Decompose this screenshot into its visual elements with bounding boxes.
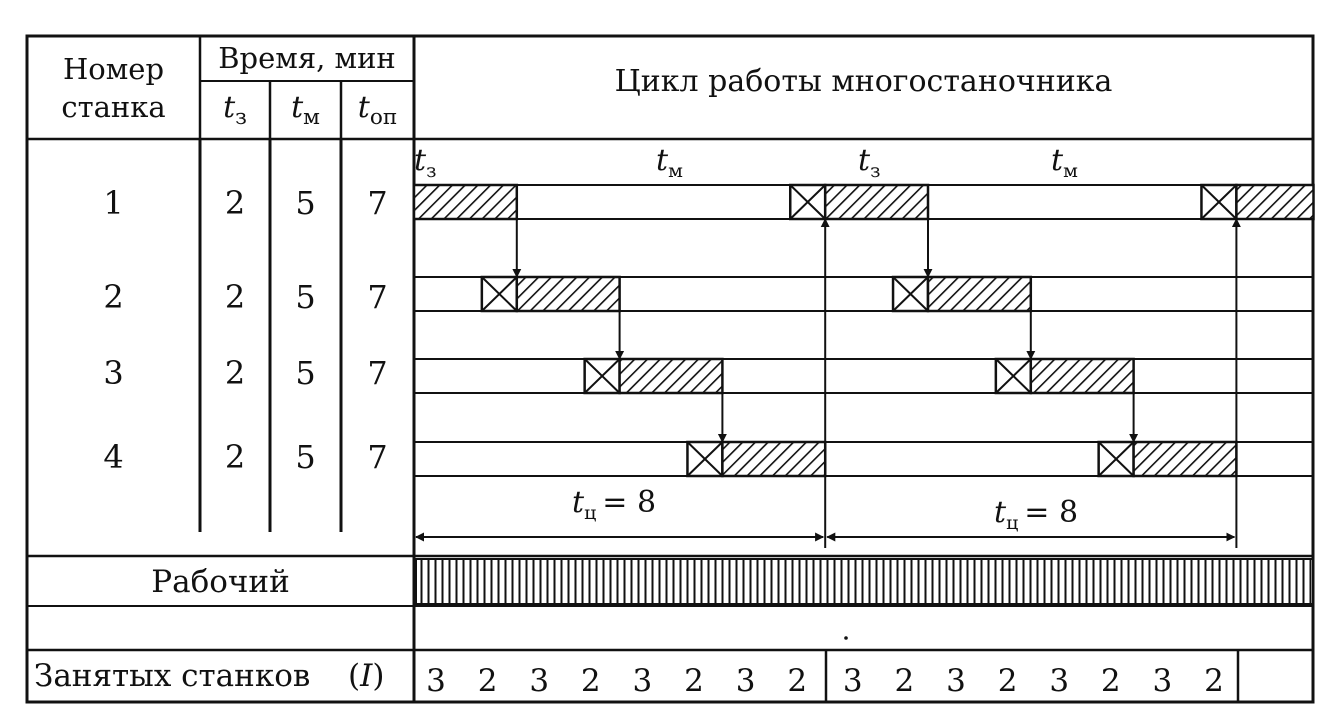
busy-count-14: 2 xyxy=(1100,663,1121,699)
machine-4-tz: 2 xyxy=(224,438,246,476)
bar-m3-load-2 xyxy=(1031,359,1134,393)
header-time: Время, мин xyxy=(218,41,396,75)
unload-m3-1 xyxy=(585,359,620,393)
header-cycle: Цикл работы многостаночника xyxy=(614,64,1113,99)
unload-m2-2 xyxy=(893,277,928,311)
busy-label xyxy=(34,655,414,697)
busy-count-6: 2 xyxy=(684,663,704,699)
bar-m2-load-2 xyxy=(928,277,1031,311)
busy-count-11: 3 xyxy=(946,663,966,699)
busy-count-12: 2 xyxy=(997,663,1018,699)
busy-count-2: 2 xyxy=(477,663,498,699)
bar-m2-load-1 xyxy=(517,277,620,311)
unload-m2-1 xyxy=(482,277,517,311)
busy-count-16: 2 xyxy=(1204,663,1224,699)
label-tm-1: $t_м$ xyxy=(656,143,683,182)
machine-2-top: 7 xyxy=(367,278,388,316)
label-tz-1: $t_з$ xyxy=(414,143,437,182)
machine-2-tz: 2 xyxy=(224,278,246,316)
header-machine-number xyxy=(27,50,200,126)
machine-1-top: 7 xyxy=(367,184,388,222)
busy-count-3: 3 xyxy=(529,663,550,699)
unload-m3-2 xyxy=(996,359,1031,393)
machine-2-number: 2 xyxy=(103,278,124,316)
label-cycle-2: $t_ц = 8$ xyxy=(994,495,1079,534)
busy-count-9: 3 xyxy=(842,663,863,699)
header-machine-number-line1: Номер xyxy=(62,52,165,86)
header-machine-number-line2: станка xyxy=(61,90,166,124)
busy-count-8: 2 xyxy=(787,663,808,699)
label-cycle-1: $t_ц = 8$ xyxy=(572,485,657,524)
header-tm: $t_м$ xyxy=(291,90,320,130)
machine-4-tm: 5 xyxy=(295,438,316,476)
dot-mark xyxy=(844,636,848,640)
busy-symbol: (I) xyxy=(348,658,385,694)
machine-3-number: 3 xyxy=(103,354,124,392)
header-tz: $t_з$ xyxy=(223,90,247,130)
machine-1-tm: 5 xyxy=(295,184,316,222)
unload-m1-1 xyxy=(790,185,825,219)
bar-m3-load-1 xyxy=(620,359,723,393)
gantt-bars xyxy=(414,185,1314,476)
machine-1-tz: 2 xyxy=(224,184,246,222)
machine-4-number: 4 xyxy=(103,438,124,476)
machine-2-tm: 5 xyxy=(295,278,316,316)
bar-m1-load-1 xyxy=(414,185,517,219)
busy-count-7: 3 xyxy=(735,663,756,699)
bar-m4-load-2 xyxy=(1134,442,1237,476)
machine-1-number: 1 xyxy=(103,184,124,222)
busy-count-5: 3 xyxy=(632,663,653,699)
header-top: $t_{оп}$ xyxy=(357,90,398,130)
machine-3-tm: 5 xyxy=(295,354,316,392)
unload-m4-1 xyxy=(687,442,722,476)
machine-3-tz: 2 xyxy=(224,354,246,392)
bar-m4-load-1 xyxy=(722,442,825,476)
machine-3-top: 7 xyxy=(367,354,388,392)
label-tm-2: $t_м$ xyxy=(1051,143,1078,182)
unload-m4-2 xyxy=(1099,442,1134,476)
machine-4-top: 7 xyxy=(367,438,388,476)
busy-count-1: 3 xyxy=(426,663,446,699)
worker-busy-strip xyxy=(416,559,1313,604)
bar-m1-load-3 xyxy=(1236,185,1313,219)
busy-count-10: 2 xyxy=(894,663,915,699)
label-tz-2: $t_з$ xyxy=(858,143,881,182)
busy-count-13: 3 xyxy=(1049,663,1070,699)
busy-label-text: Занятых станков xyxy=(34,658,311,694)
unload-m1-2 xyxy=(1201,185,1236,219)
worker-label: Рабочий xyxy=(151,564,290,600)
busy-count-4: 2 xyxy=(580,663,601,699)
busy-count-15: 3 xyxy=(1152,663,1173,699)
timeline-lines xyxy=(414,185,1313,476)
bar-m1-load-2 xyxy=(825,185,928,219)
